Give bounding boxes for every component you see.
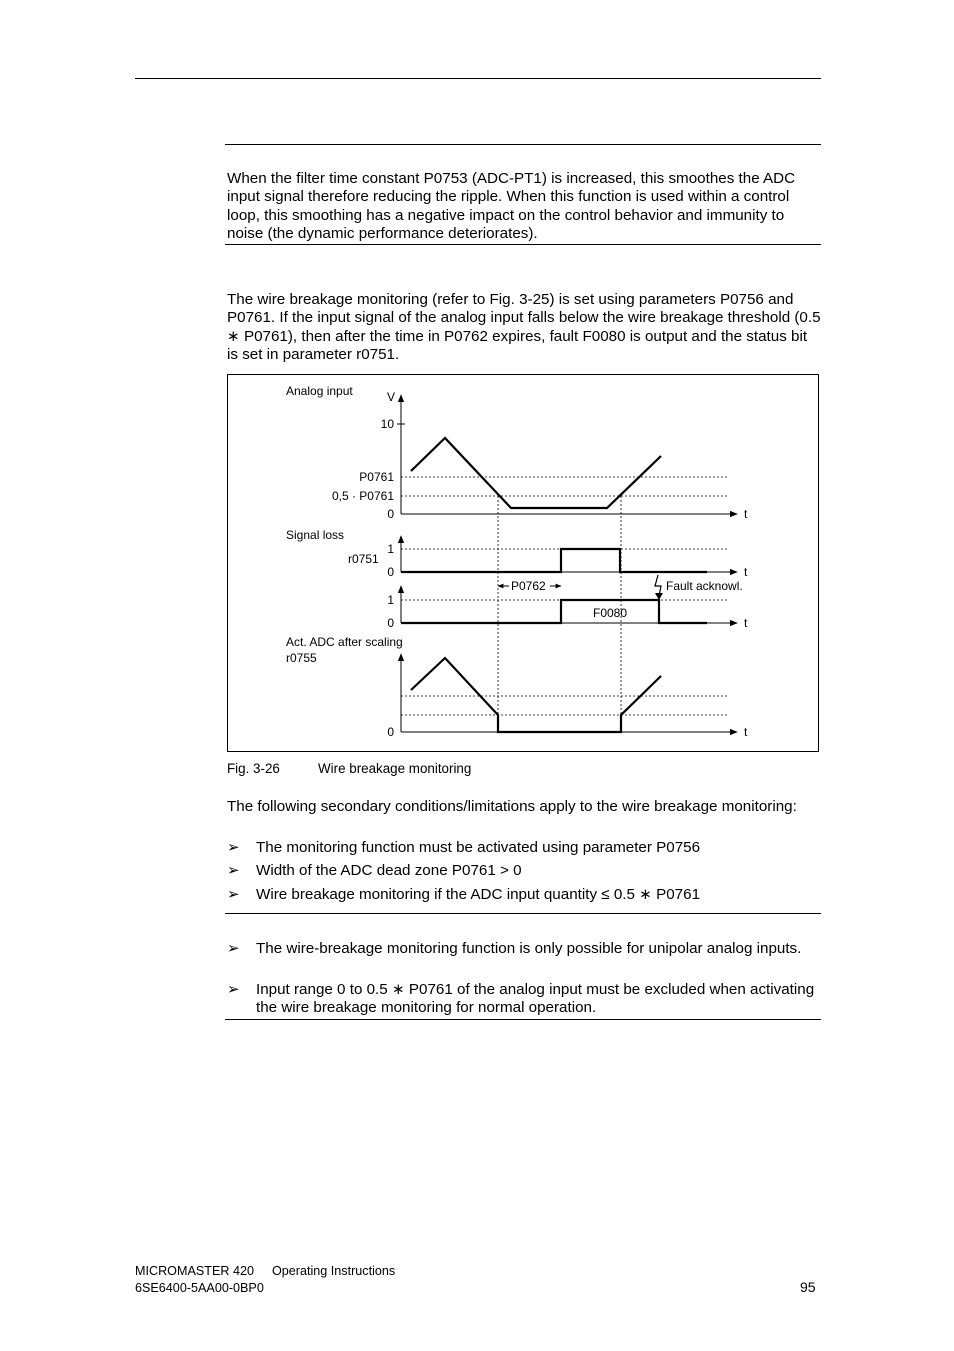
bullet-marker: ➢ — [227, 981, 240, 998]
zero-label-3: 0 — [387, 616, 394, 630]
p0761-label: P0761 — [359, 470, 394, 484]
bullet-marker: ➢ — [227, 940, 240, 957]
bullet-marker: ➢ — [227, 886, 240, 903]
wire-breakage-diagram — [227, 374, 819, 752]
analog-input-signal — [411, 438, 661, 508]
conditions-intro: The following secondary conditions/limitations apply to the wire breakage monitoring: — [227, 798, 797, 815]
bullet-marker: ➢ — [227, 839, 240, 856]
figure-title: Wire breakage monitoring — [318, 761, 472, 776]
condition-text: Width of the ADC dead zone P0761 > 0 — [256, 862, 522, 879]
analog-input-label: Analog input — [286, 384, 353, 398]
section-rule-2 — [225, 244, 821, 245]
footer-order-number: 6SE6400-5AA00-0BP0 — [135, 1281, 264, 1295]
page-number: 95 — [800, 1279, 816, 1295]
figure-frame — [228, 375, 819, 752]
adc-scaled-signal — [411, 658, 661, 732]
r0751-label: r0751 — [348, 552, 379, 566]
section-rule-top — [225, 144, 821, 145]
one-label-2: 1 — [387, 542, 394, 556]
zero-label-1: 0 — [387, 507, 394, 521]
t-label-1: t — [744, 507, 748, 521]
t-label-4: t — [744, 725, 748, 739]
note-text: The wire-breakage monitoring function is only possible for unipolar analog inputs. — [256, 940, 802, 957]
zero-label-4: 0 — [387, 725, 394, 739]
signal-loss-label: Signal loss — [286, 528, 345, 542]
header-rule — [135, 78, 821, 79]
condition-text: Wire breakage monitoring if the ADC input quantity ≤ 0.5 ∗ P0761 — [256, 886, 701, 903]
one-label-3: 1 — [387, 593, 394, 607]
fault-ack-label: Fault acknowl. — [666, 579, 743, 593]
note-text: Input range 0 to 0.5 ∗ P0761 of the analog input must be excluded when activating the wire breakage monitoring for normal operation. — [256, 981, 815, 1017]
wire-breakage-paragraph: The wire breakage monitoring (refer to Fig. 3-25) is set using parameters P0756 and P0761. If the input signal of the analog input falls below the wire breakage threshold (0.5 ∗ P0761), then after the time in P0762 expires, fault F0080 is output and the status bit is set in parameter r0751. — [227, 291, 821, 364]
footer-product: MICROMASTER 420 — [135, 1264, 254, 1278]
f0080-label: F0080 — [592, 606, 628, 620]
figure-number: Fig. 3-26 — [227, 761, 280, 776]
t-label-2: t — [744, 565, 748, 579]
footer-doc-type: Operating Instructions — [272, 1264, 396, 1278]
notes-rule-top — [225, 913, 821, 914]
bullet-marker: ➢ — [227, 862, 240, 879]
half-p0761-label: 0,5 · P0761 — [331, 489, 394, 503]
r0751-signal — [401, 549, 707, 572]
notes-rule-bottom — [225, 1019, 821, 1020]
t-label-3: t — [744, 616, 748, 630]
zero-label-2: 0 — [387, 565, 394, 579]
fault-ack-lightning — [655, 575, 661, 596]
act-adc-label: Act. ADC after scaling — [286, 635, 403, 649]
f0080-signal — [401, 600, 707, 623]
filter-time-paragraph: When the filter time constant P0753 (ADC-PT1) is increased, this smoothes the ADC input signal therefore reducing the ripple. When this function is used within a control loop, this smoothing has a negative impact on the control behavior and immunity to noise (the dynamic performance deteriorates). — [227, 170, 796, 243]
p0762-label: P0762 — [511, 579, 546, 593]
tick-10-label: 10 — [380, 417, 394, 431]
v-axis-label: V — [387, 390, 396, 404]
condition-text: The monitoring function must be activated using parameter P0756 — [256, 839, 701, 856]
r0755-label: r0755 — [286, 651, 317, 665]
